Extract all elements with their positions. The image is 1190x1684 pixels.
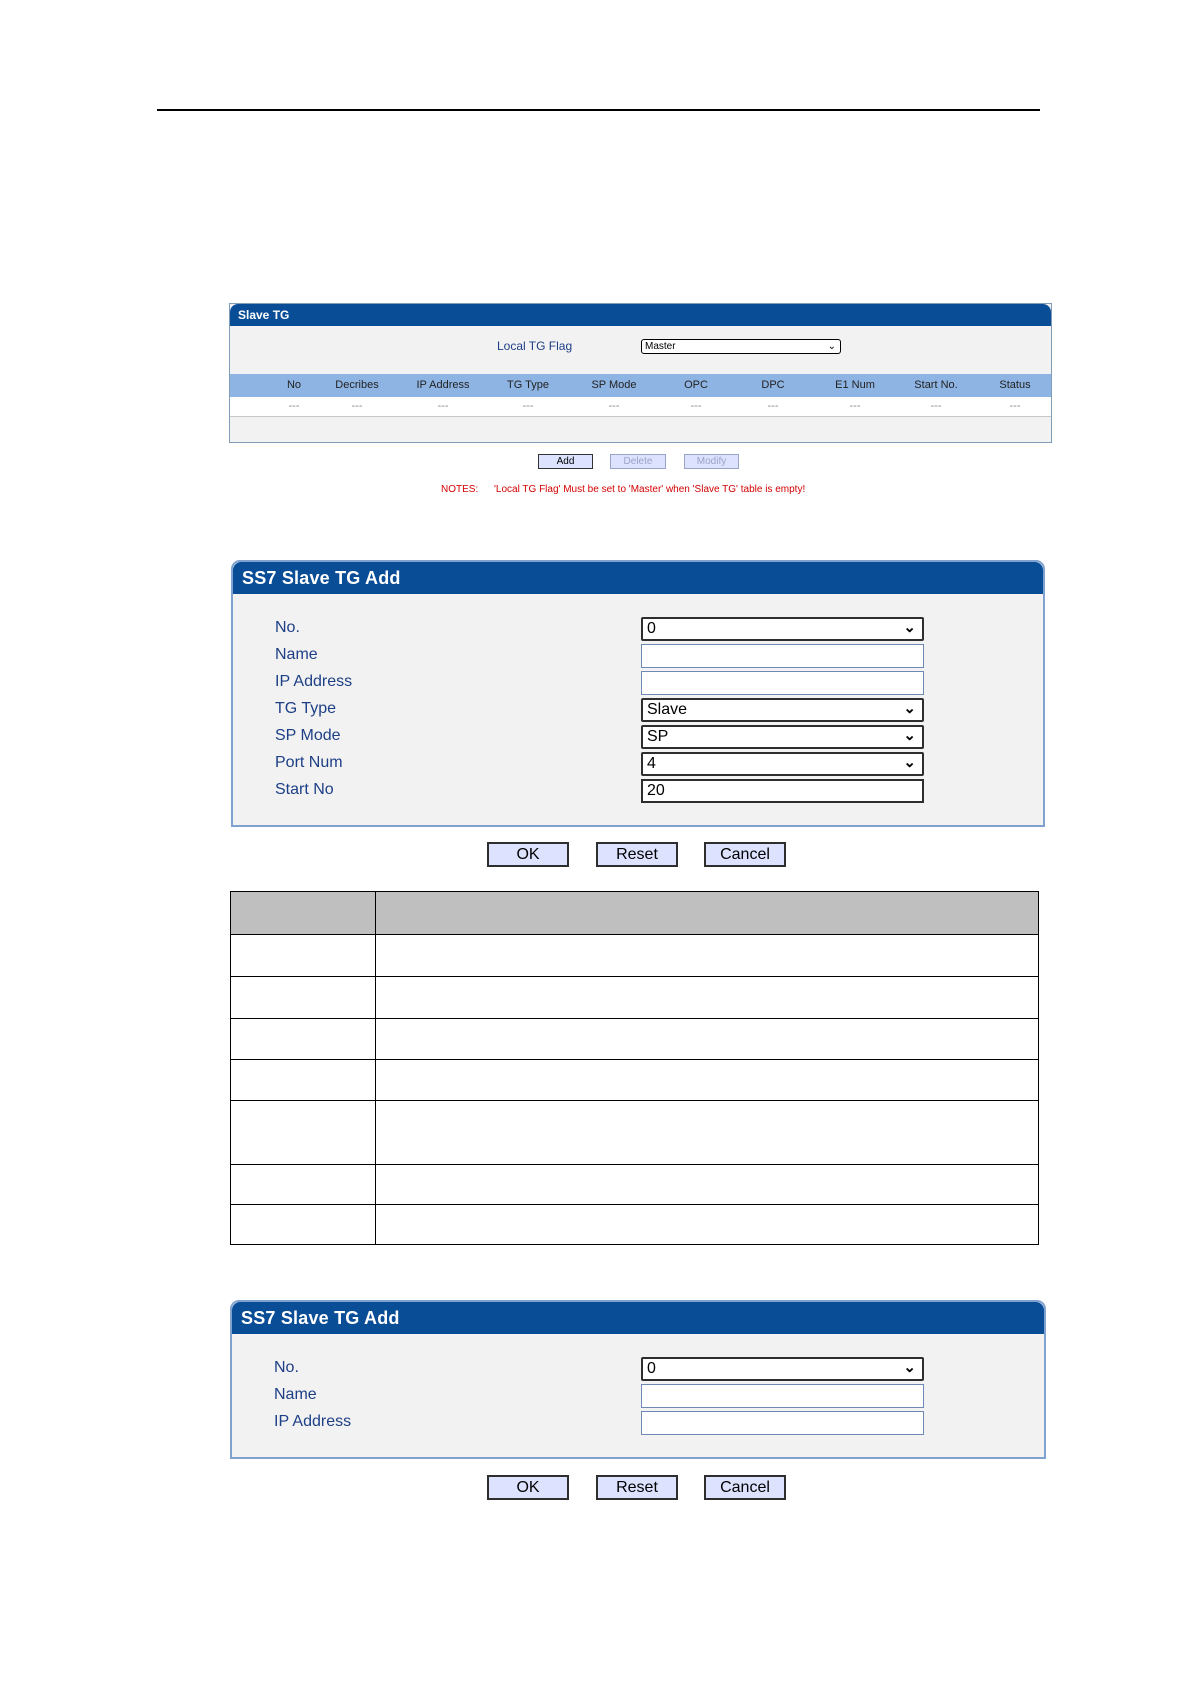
table-cell	[376, 1205, 1039, 1245]
cell-e1-num: ---	[849, 400, 861, 412]
slave-tg-panel	[229, 303, 1052, 443]
form-title: SS7 Slave TG Add	[233, 562, 1043, 594]
chevron-down-icon: ⌄	[827, 340, 836, 352]
table-cell	[376, 977, 1039, 1019]
cell-sp-mode: ---	[608, 400, 620, 412]
cell-status: ---	[1009, 400, 1021, 412]
name-label: Name	[274, 1386, 317, 1403]
table-row	[231, 1019, 1039, 1060]
cell-tg-type: ---	[522, 400, 534, 412]
col-status: Status	[999, 379, 1031, 391]
chevron-down-icon: ⌄	[903, 754, 916, 771]
table-cell	[376, 935, 1039, 977]
table-cell	[376, 1101, 1039, 1165]
chevron-down-icon: ⌄	[903, 727, 916, 744]
no-label: No.	[275, 619, 300, 636]
start-no-label: Start No	[275, 781, 334, 798]
form-title: SS7 Slave TG Add	[232, 1302, 1044, 1334]
sp-mode-value: SP	[647, 728, 669, 745]
table-cell	[231, 1165, 376, 1205]
tg-type-select[interactable]	[641, 698, 924, 722]
col-tg-type: TG Type	[507, 379, 549, 391]
table-cell	[376, 1060, 1039, 1101]
sp-mode-select[interactable]	[641, 725, 924, 749]
header-cell	[231, 892, 376, 935]
table-cell	[231, 935, 376, 977]
cell-describes: ---	[351, 400, 363, 412]
header-rule	[157, 109, 1040, 111]
reset-button[interactable]: Reset	[596, 842, 678, 867]
col-describes: Decribes	[335, 379, 379, 391]
col-e1-num: E1 Num	[835, 379, 875, 391]
slave-tg-table-header	[230, 374, 1051, 397]
cell-no: ---	[288, 400, 300, 412]
table-cell	[231, 1205, 376, 1245]
col-opc: OPC	[684, 379, 708, 391]
no-select[interactable]	[641, 1357, 924, 1381]
modify-button[interactable]: Modify	[684, 454, 739, 469]
local-tg-flag-value: Master	[645, 341, 676, 352]
ok-button[interactable]: OK	[487, 842, 569, 867]
sp-mode-label: SP Mode	[275, 727, 341, 744]
ip-address-input[interactable]	[641, 671, 924, 695]
name-input[interactable]	[641, 644, 924, 668]
tg-type-value: Slave	[647, 701, 688, 718]
no-value: 0	[647, 620, 656, 637]
local-tg-flag-select[interactable]	[641, 339, 841, 354]
reset-button[interactable]: Reset	[596, 1475, 678, 1500]
col-dpc: DPC	[761, 379, 785, 391]
table-header-row	[231, 892, 1039, 935]
cell-start-no: ---	[930, 400, 942, 412]
name-input[interactable]	[641, 1384, 924, 1408]
tg-type-label: TG Type	[275, 700, 337, 717]
table-row	[231, 1165, 1039, 1205]
notes-text: 'Local TG Flag' Must be set to 'Master' when 'Slave TG' table is empty!	[494, 484, 806, 495]
ip-address-label: IP Address	[275, 673, 353, 690]
cell-opc: ---	[690, 400, 702, 412]
table-cell	[231, 977, 376, 1019]
parameter-table	[230, 891, 1039, 1245]
no-label: No.	[274, 1359, 299, 1376]
table-row	[231, 1101, 1039, 1165]
local-tg-flag-label: Local TG Flag	[497, 339, 573, 353]
ss7-slave-tg-add-form-2	[230, 1300, 1046, 1459]
ip-address-label: IP Address	[274, 1413, 352, 1430]
port-num-value: 4	[647, 755, 656, 772]
table-row	[231, 935, 1039, 977]
cell-dpc: ---	[767, 400, 779, 412]
col-ip-address: IP Address	[416, 379, 470, 391]
slave-tg-title: Slave TG	[230, 304, 1051, 326]
start-no-input[interactable]: 20	[641, 779, 924, 803]
chevron-down-icon: ⌄	[903, 700, 916, 717]
cancel-button[interactable]: Cancel	[704, 842, 786, 867]
port-num-select[interactable]	[641, 752, 924, 776]
port-num-label: Port Num	[275, 754, 343, 771]
table-row	[231, 977, 1039, 1019]
table-cell	[376, 1165, 1039, 1205]
ss7-slave-tg-add-form	[231, 560, 1045, 827]
cancel-button[interactable]: Cancel	[704, 1475, 786, 1500]
table-row	[231, 1060, 1039, 1101]
chevron-down-icon: ⌄	[903, 619, 916, 636]
notes-label: NOTES:	[441, 484, 479, 495]
table-cell	[231, 1019, 376, 1060]
table-row	[231, 1205, 1039, 1245]
col-no: No	[286, 379, 302, 391]
col-start-no: Start No.	[914, 379, 958, 391]
cell-ip-address: ---	[437, 400, 449, 412]
table-row[interactable]	[230, 397, 1051, 417]
delete-button[interactable]: Delete	[610, 454, 666, 469]
chevron-down-icon: ⌄	[903, 1359, 916, 1376]
name-label: Name	[275, 646, 318, 663]
header-cell	[376, 892, 1039, 935]
add-button[interactable]: Add	[538, 454, 593, 469]
col-sp-mode: SP Mode	[591, 379, 637, 391]
table-cell	[376, 1019, 1039, 1060]
ip-address-input[interactable]	[641, 1411, 924, 1435]
table-cell	[231, 1060, 376, 1101]
table-cell	[231, 1101, 376, 1165]
no-select[interactable]	[641, 617, 924, 641]
no-value: 0	[647, 1360, 656, 1377]
ok-button[interactable]: OK	[487, 1475, 569, 1500]
